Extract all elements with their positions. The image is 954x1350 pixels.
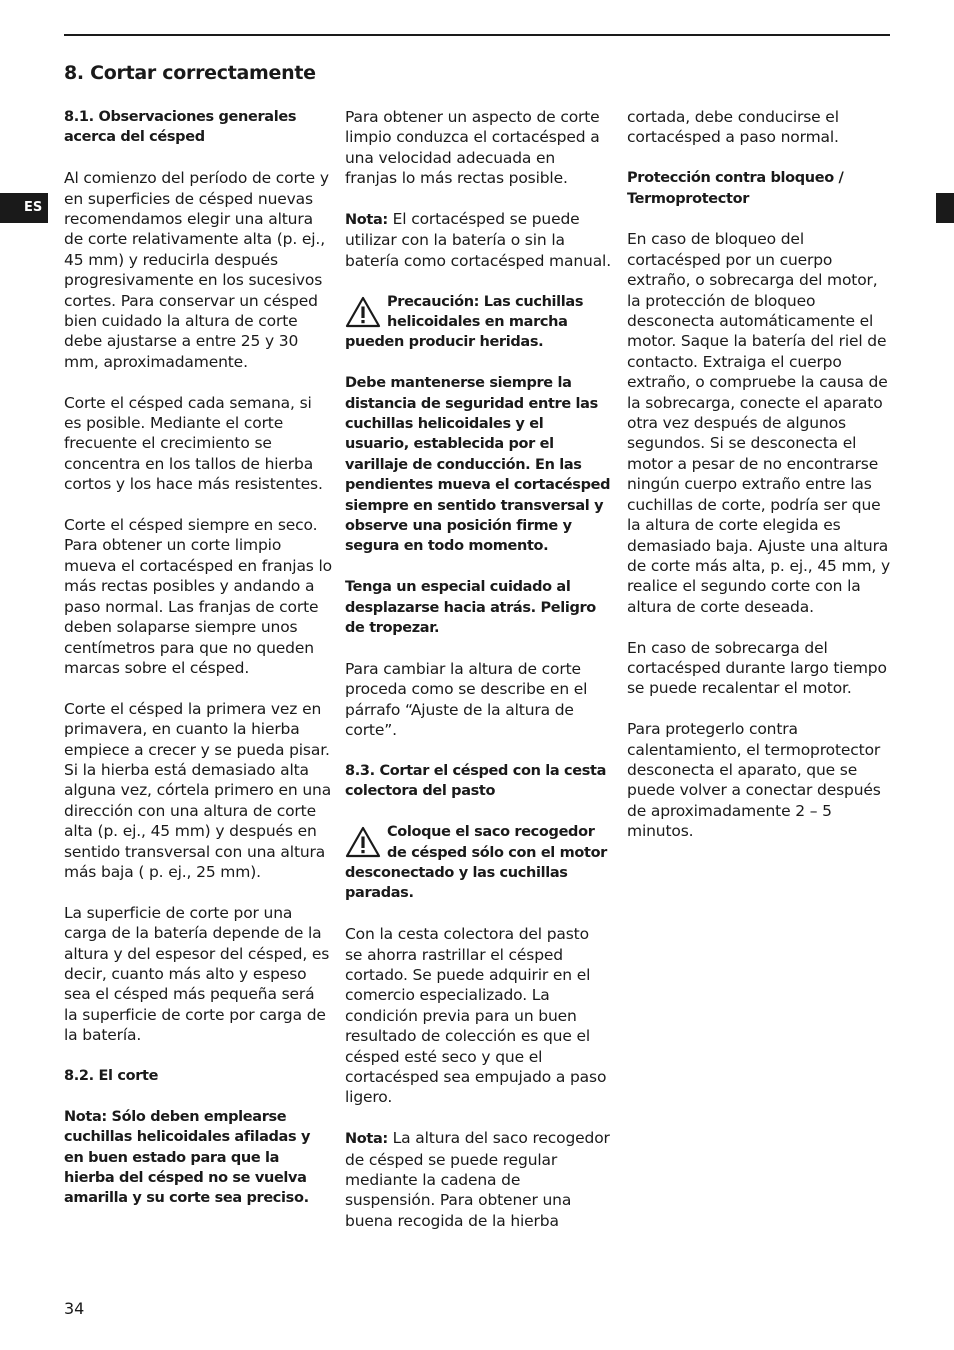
paragraph: Para cambiar la altura de corte proceda como se describe en el párrafo “Ajuste de la altura de corte”.: [345, 659, 588, 740]
paragraph: Para obtener un aspecto de corte limpio conduzca el cortacésped a una velocidad adecuada en franjas lo más rectas posible.: [345, 108, 600, 188]
paragraph: Al comienzo del período de corte y en superficies de césped nuevas recomendamos elegir una altura de corte relativamente alta (p. ej., 45 mm) y reducirla después progresivamente en los sucesivos cortes. Para conservar un césped bien cuidado la altura de corte debe ajustarse a entre 25 y 30 mm, aproximadamente.: [64, 169, 329, 371]
warning-triangle-icon: [345, 296, 381, 328]
note-sharp-blades: Nota: Sólo deben emplearse cuchillas helicoidales afiladas y en buen estado para que la hierba del césped no se vuelva amarilla y su corte sea preciso.: [64, 1108, 311, 1207]
note-text: El cortacésped se puede utilizar con la batería o sin la batería como cortacésped manual.: [345, 210, 611, 270]
note-paragraph: [345, 209, 611, 271]
paragraph: En caso de bloqueo del cortacésped por un cuerpo extraño, o sobrecarga del motor, la protección de bloqueo desconecta automáticamente el motor. Saque la batería del riel de contacto. Extraiga el cuerpo extraño, o compruebe la causa de la sobrecarga, conecte el aparato otra vez después de algunos segundos. Si se desconecta el motor a pesar de no encontrarse ningún cuerpo extraño entre las cuchillas de corte, podría ser que la altura de corte elegida es demasiado baja. Ajuste una altura de corte más alta, p. ej., 45 mm, y realice el segundo corte con la altura de corte deseada.: [627, 230, 890, 616]
paragraph: Corte el césped la primera vez en primavera, en cuanto la hierba empiece a crecer y se pueda pisar. Si la hierba está demasiado alta alguna vez, córtela primero en una dirección con una altura de corte alta (p. ej., 45 mm) y después en sentido transversal con una altura más baja ( p. ej., 25 mm).: [64, 699, 332, 881]
column-3: [627, 107, 893, 862]
section-title: 8. Cortar correctamente: [64, 62, 316, 84]
column-1: [64, 107, 332, 1229]
heading-8-2: 8.2. El corte: [64, 1068, 159, 1084]
paragraph: Con la cesta colectora del pasto se ahorra rastrillar el césped cortado. Se puede adquirir en el comercio especializado. La condición previa para un buen resultado de colección es que el césped esté seco y que el cortacésped sea empujado a paso ligero.: [345, 925, 607, 1107]
paragraph: cortada, debe conducirse el cortacésped a paso normal.: [627, 108, 839, 147]
heading-8-3: 8.3. Cortar el césped con la cesta colectora del pasto: [345, 762, 607, 800]
safety-paragraph: Debe mantenerse siempre la distancia de seguridad entre las cuchillas helicoidales y el usuario, establecida por el varillaje de conducción. En las pendientes mueva el cortacésped siempre en sentido transversal y observe una posición firme y segura en todo momento.: [345, 375, 611, 555]
warning-block: [345, 292, 611, 353]
heading-protection: Protección contra bloqueo / Termoprotector: [627, 170, 844, 207]
note-label: Nota:: [345, 212, 388, 229]
warning-text: Coloque el saco recogedor de césped sólo con el motor desconectado y las cuchillas paradas.: [345, 824, 607, 902]
paragraph: En caso de sobrecarga del cortacésped durante largo tiempo se puede recalentar el motor.: [627, 638, 887, 698]
warning-triangle-icon: [345, 826, 381, 858]
page-number: 34: [64, 1299, 85, 1318]
paragraph: La superficie de corte por una carga de la batería depende de la altura y del espesor del césped, es decir, cuanto más alto y espeso sea el césped más pequeña será la superficie de corte por carga de la batería.: [64, 903, 330, 1045]
edge-marker: [936, 193, 954, 223]
warning-text: Precaución: Las cuchillas helicoidales en marcha pueden producir heridas.: [345, 293, 584, 351]
column-2: [345, 107, 611, 1252]
heading-8-1: 8.1. Observaciones generales acerca del césped: [64, 109, 297, 146]
note-text: La altura del saco recogedor de césped se puede regular mediante la cadena de suspensión. Para obtener una buena recogida de la hierba: [345, 1129, 610, 1230]
note-label: Nota:: [345, 1131, 388, 1148]
paragraph: Corte el césped cada semana, si es posible. Mediante el corte frecuente el crecimiento se concentra en los tallos de hierba cortos y los hace más resistentes.: [64, 393, 323, 494]
safety-paragraph: Tenga un especial cuidado al desplazarse hacia atrás. Peligro de tropezar.: [345, 579, 596, 637]
paragraph: Para protegerlo contra calentamiento, el termoprotector desconecta el aparato, que se puede volver a conectar después de aproximadamente 2 – 5 minutos.: [627, 720, 881, 841]
note-paragraph: [345, 1128, 611, 1231]
paragraph: Corte el césped siempre en seco. Para obtener un corte limpio mueva el cortacésped en franjas lo más rectas posibles y andando a paso normal. Las franjas de corte deben solaparse siempre unos centímetros para que no queden marcas sobre el césped.: [64, 516, 332, 677]
language-tab: ES: [0, 193, 48, 223]
top-rule: [64, 34, 890, 36]
warning-block: [345, 822, 611, 904]
